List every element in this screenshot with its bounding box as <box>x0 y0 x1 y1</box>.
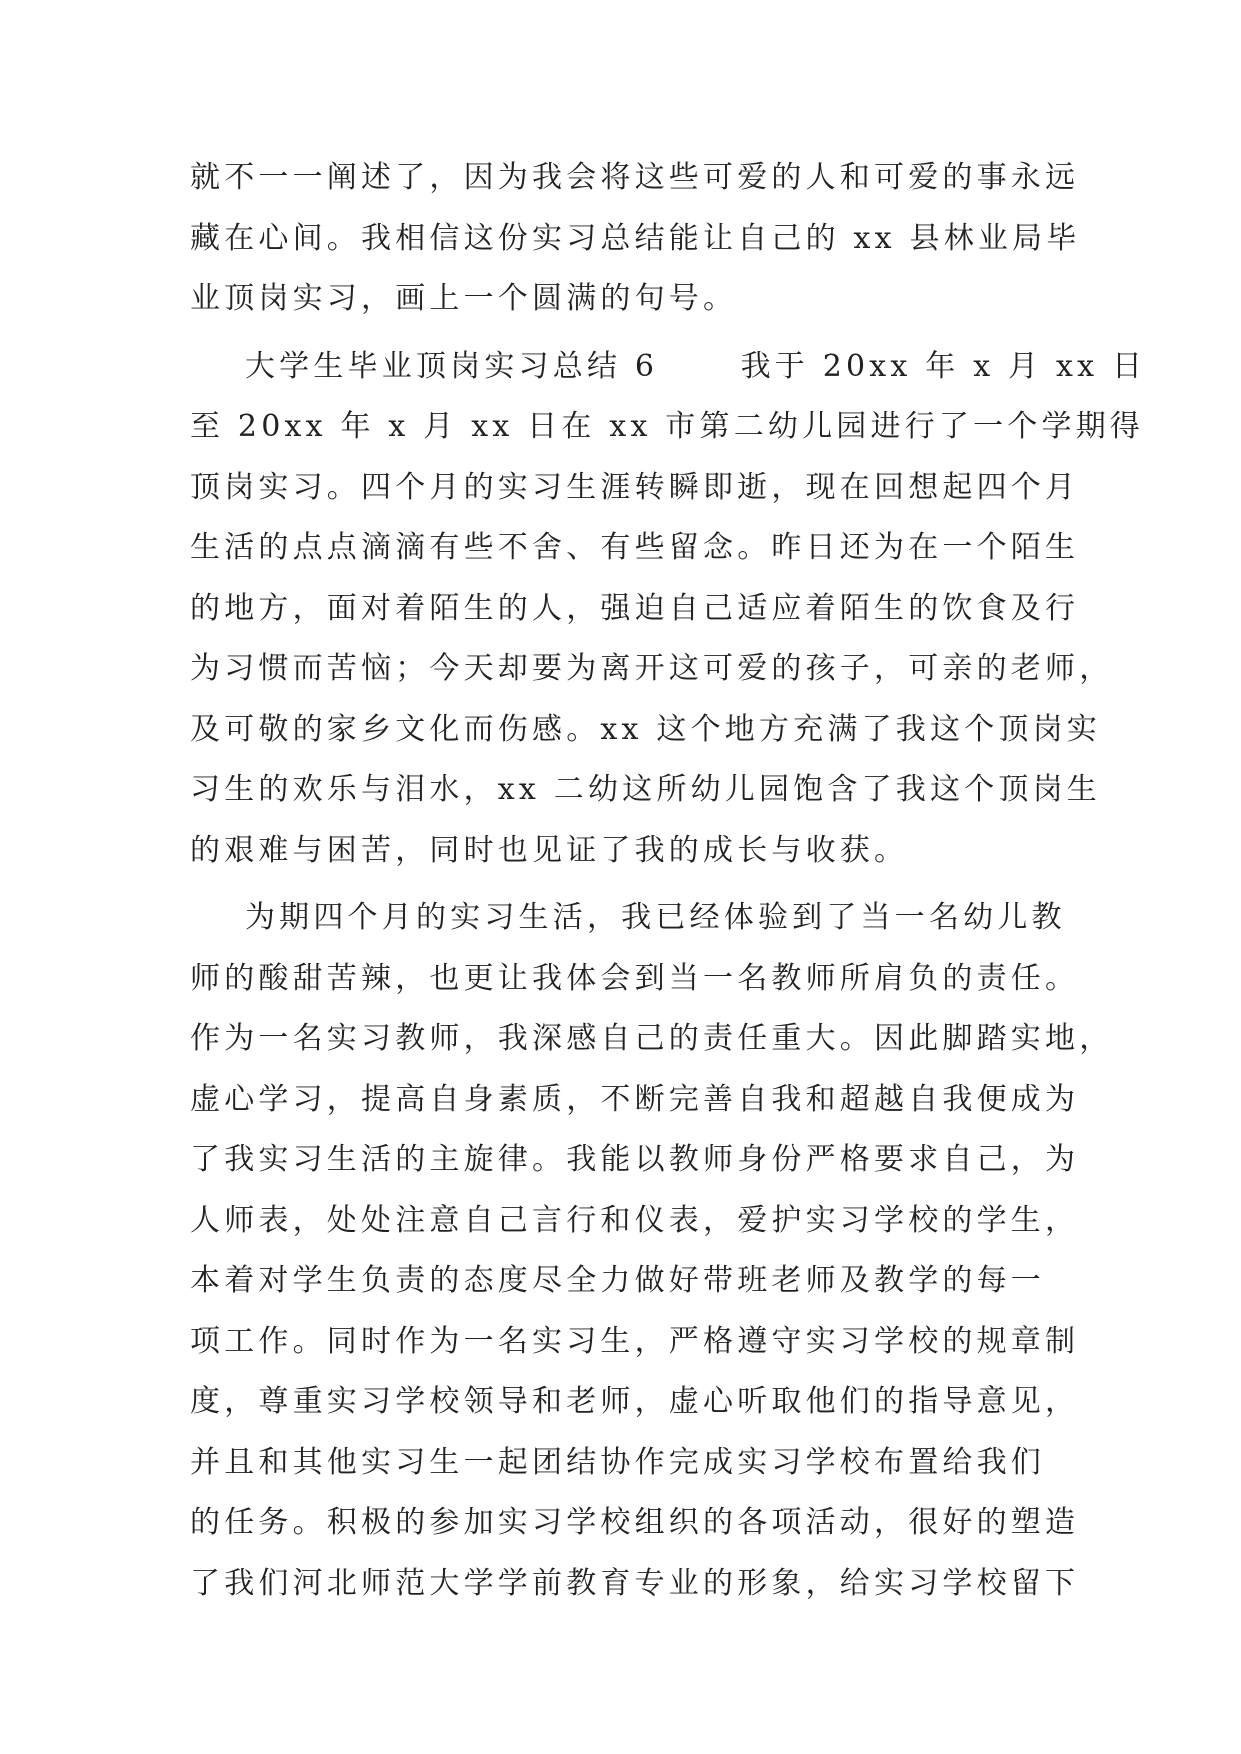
text-line: 就不一一阐述了，因为我会将这些可爱的人和可爱的事永远 <box>190 160 1080 195</box>
text-line: 生活的点点滴滴有些不舍、有些留念。昨日还为在一个陌生 <box>190 530 1080 565</box>
text-line: 大学生毕业顶岗实习总结 6 我于 20xx 年 x 月 xx 日 <box>190 348 1147 384</box>
text-line: 的艰难与困苦，同时也见证了我的成长与收获。 <box>190 832 909 868</box>
text-line: 为期四个月的实习生活，我已经体验到了当一名幼儿教 <box>190 900 1066 935</box>
text-line: 习生的欢乐与泪水，xx 二幼这所幼儿园饱含了我这个顶岗生 <box>190 772 1101 807</box>
text-line: 度，尊重实习学校领导和老师，虚心听取他们的指导意见， <box>190 1384 1080 1419</box>
paragraph-2 <box>190 337 1147 882</box>
text-line: 顶岗实习。四个月的实习生涯转瞬即逝，现在回想起四个月 <box>190 469 1080 505</box>
text-line: 虚心学习，提高自身素质，不断完善自我和超越自我便成为 <box>190 1081 1080 1117</box>
paragraph-1 <box>190 148 1081 330</box>
text-line: 项工作。同时作为一名实习生，严格遵守实习学校的规章制 <box>190 1323 1080 1359</box>
text-line: 的任务。积极的参加实习学校组织的各项活动，很好的塑造 <box>190 1505 1080 1540</box>
text-line: 作为一名实习教师，我深感自己的责任重大。因此脚踏实地， <box>190 1021 1114 1056</box>
text-line: 藏在心间。我相信这份实习总结能让自己的 xx 县林业局毕 <box>190 220 1081 256</box>
text-line: 师的酸甜苦辣，也更让我体会到当一名教师所肩负的责任。 <box>190 960 1080 996</box>
text-line: 了我们河北师范大学学前教育专业的形象，给实习学校留下 <box>190 1565 1080 1601</box>
text-line: 的地方，面对着陌生的人，强迫自己适应着陌生的饮食及行 <box>190 590 1080 626</box>
text-line: 本着对学生负责的态度尽全力做好带班老师及教学的每一 <box>190 1263 1045 1298</box>
text-line: 至 20xx 年 x 月 xx 日在 xx 市第二幼儿园进行了一个学期得 <box>190 409 1145 444</box>
text-line: 为习惯而苦恼；今天却要为离开这可爱的孩子，可亲的老师， <box>190 651 1114 686</box>
text-line: 并且和其他实习生一起团结协作完成实习学校布置给我们 <box>190 1444 1045 1480</box>
document-body <box>190 148 1147 1614</box>
paragraph-3 <box>190 888 1114 1614</box>
text-line: 业顶岗实习，画上一个圆满的句号。 <box>190 281 738 316</box>
text-line: 人师表，处处注意自己言行和仪表，爱护实习学校的学生， <box>190 1202 1080 1238</box>
text-line: 及可敬的家乡文化而伤感。xx 这个地方充满了我这个顶岗实 <box>190 711 1101 747</box>
text-line: 了我实习生活的主旋律。我能以教师身份严格要求自己，为 <box>190 1142 1080 1177</box>
